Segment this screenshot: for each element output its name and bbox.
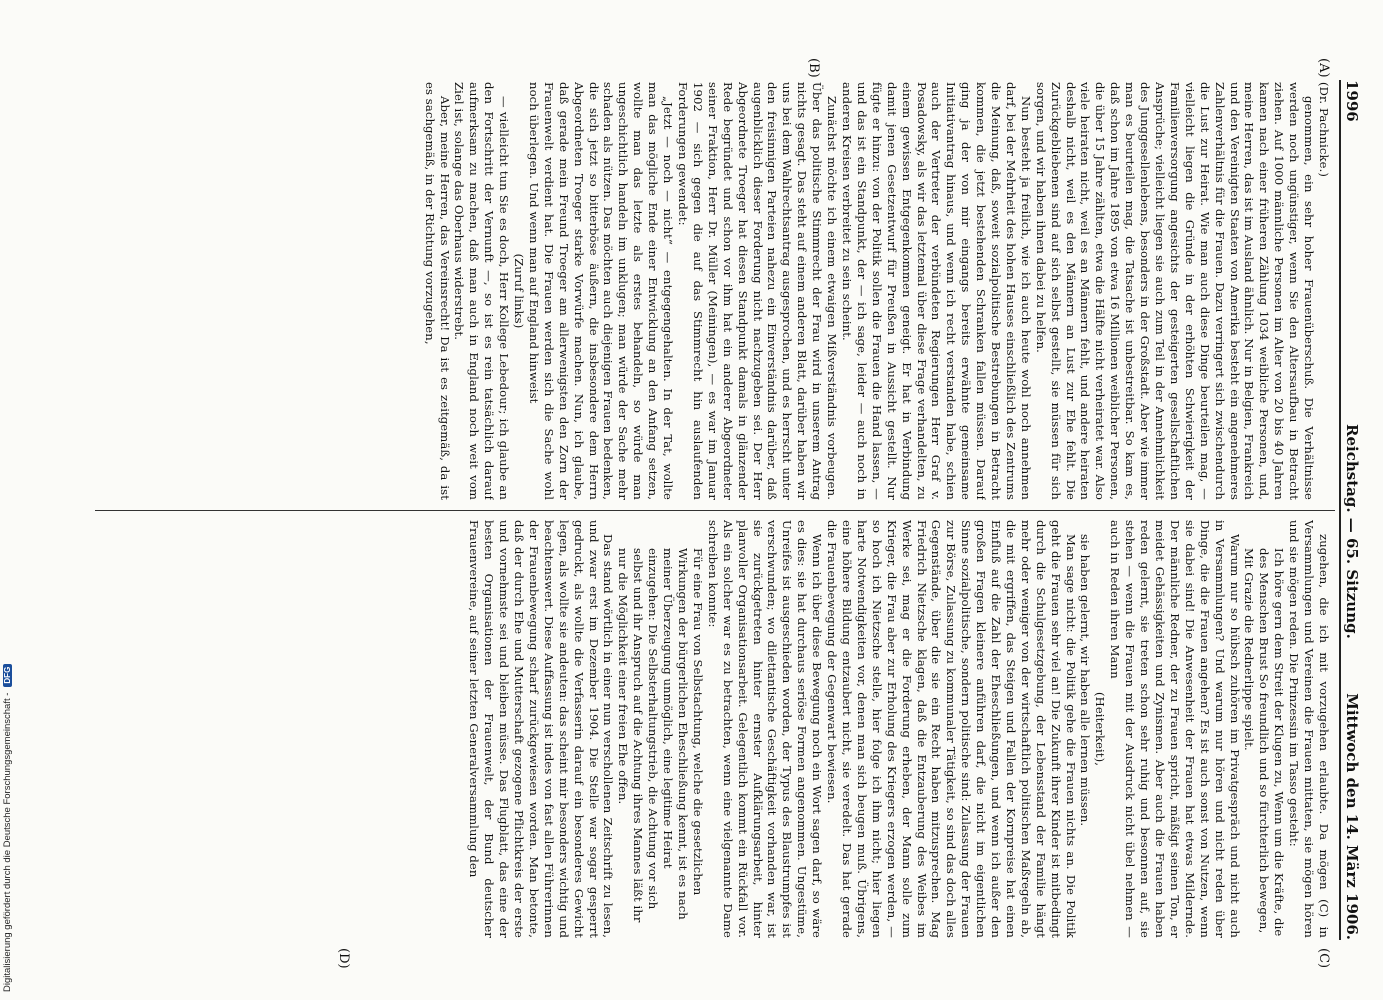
dfg-credit-text: Digitalisierung gefördert durch die Deutsche Forschungsgemeinschaft - [1,692,13,992]
speaker-name: (Dr. Pachnicke.) [1317,82,1331,177]
paragraph: „Jetzt — noch — nicht“ — entgegengehalten. In der Tat, wollte man das mögliche Ende einer Entwicklung an den Anfang setzen, wollte man das letzte als erstes behandeln, so würde man ungeschichtlich handeln im unklugen; man würde der Sache mehr schaden als nützen. Das möchten auch diejenigen Frauen bedenken, die sich jetzt so bitterböse äußern, die insbesondere dem Herrn Abgeordneten Troeger starke Vorwürfe machen. Nun, ich glaube, daß gerade mein Freund Troeger am allerwenigsten den Zorn der Frauenwelt verdient hat. Die Frauen werden sich die Sache wohl noch überlegen. Und wenn man auf England hinweist [526,82,676,500]
page-number: 1996 [1343,80,1361,122]
column-divider [95,510,1335,511]
paragraph: sie haben gelernt, wir haben alle lernen müssen. [1078,534,1093,827]
paragraph: Man sage nicht: die Politik gehe die Frauen nichts an. Die Politik geht die Frauen sehr viel an! Die Zukunft ihrer Kinder ist mitbedingt durch die Schulgesetzgebung, der Lebensstand der Familie hängt mehr oder weniger von der wirtschaftlich politischen Maßregeln ab, die mit ergriffen, das Steigen und Fallen der Kornpreise hat einen Einfluß auf die Zahl der Eheschließungen, und wenn ich außer den großen Fragen kleinere anführen darf, die nicht im eigentlichen Sinne sozialpolitische, sondern politische sind: Zulassung der Frauen zur Börse, Zulassung zu kommunaler Tätigkeit, so sind das doch alles Gegenstände, über die sie ein Recht haben mitzusprechen. Mag Friedrich Nietzsche klagen, daß die Entzauberung des Weibes im Werke sei, mag er die Forderung erheben, der Mann solle zum Krieger, die Frau aber zur Erholung des Kriegers erzogen werden, — so hoch ich Nietzsche stelle, hier folge ich ihm nicht; hier liegen harte Notwendigkeiten vor, denen man sich beugen muß. Übrigens, eine höhere Bildung entzaubert nicht, sie veredelt. Das hat gerade die Frauenbewegung der Gegenwart bewiesen. [825,520,1078,938]
margin-marker-c: (C) [1316,948,1331,969]
paragraph: — vielleicht tun Sie es doch, Herr Kollege Lebedour; ich glaube an den Fortschritt der Vernunft —, so ist es rein tatsächlich darauf aufmerksam zu machen, daß man auch in England noch weit vom Ziel ist, solange das Oberhaus widerstrebt. [452,82,512,500]
paragraph: Das stand wörtlich in einer nun verschollenen Zeitschrift zu lesen, und zwar erst im Dezember 1904. Die Stelle war sogar gesperrt gedruckt, als wollte die Verfasserin darauf ein besonderes Gewicht legen, als wollte sie andeuten: das scheint mir besonders wichtig und beachtenswert. Diese Auffassung ist indes von fast allen Führerinnen der Frauenbewegung scharf zurückgewiesen worden. Man betonte, daß der durch Ehe und Mutterschaft gezogene Pflichtkreis der erste und vornehmste sei und bleiben müsse. Das Flugblatt, das eine der besten Organisationen der Frauenwelt, der Bund deutscher Frauenvereine, auf seiner letzten Generalversammlung den [467,520,616,938]
interjection: (Heiterkeit), [1093,691,1108,767]
page-header [1339,80,1361,940]
paragraph: Aber, meine Herren, das Vereinsrecht! Da ist es zeitgemäß, da ist es sachgemäß, in der Richtung vorzugehen, [422,82,452,500]
margin-marker-a: (A) [1316,58,1331,78]
paragraph: genommen, ein sehr hoher Frauenüberschuß. Die Verhältnisse werden noch ungünstiger, wenn Sie den Altersaufbau in Betracht ziehen. Auf 1000 männliche Personen im Alter von 20 bis 40 Jahren kamen nach einer früheren Zählung 1034 weibliche Personen, und, meine Herren, das ist im Ausland ähnlich. Nur in Belgien, Frankreich und den Vereinigten Staaten von Amerika besteht ein angenehmeres Zahlenverhältnis für die Frauen. Dazu verringert sich zwischendurch die Lust zur Heirat. Wie man auch diese Dinge beurteilen mag, — vielleicht liegen die Gründe in der erhöhten Schwierigkeit der Familienversorgung angesichts der gesteigerten gesellschaftlichen Ansprüche; vielleicht liegen sie auch zum Teil in der Annehmlichkeit des Junggesellenlebens, besonders in der Großstadt. Aber wie immer man es beurteilen mag, die Tatsache ist unbestreitbar. So kam es, daß schon im Jahre 1895 von etwa 16 Millionen weiblicher Personen, die über 15 Jahre zählten, etwa die Hälfte nicht verheiratet war. Also viele heiraten nicht, weil es an Männern fehlt, und andere heiraten deshalb nicht, weil es den Männern an Lust zur Ehe fehlt. Die Zurückgebliebenen sind auf sich selbst gestellt, sie müssen für sich sorgen, und wir haben ihnen dabei zu helfen. [1033,82,1317,500]
text-column-left [101,82,1331,500]
paragraph: Nun besteht ja freilich, wie ich auch heute wohl noch annehmen darf, bei der Mehrheit des hohen Hauses einschließlich des Zentrums die Meinung, daß, soweit sozialpolitische Bestrebungen in Betracht kommen, die jetzt bestehenden Schranken fallen müssen. Darauf ging ja der von mir eingangs bereits erwähnte gemeinsame Initiativantrag hinaus, und wenn ich recht verstanden habe, schien auch der Vertreter der verbündeten Regierungen Herr Graf v. Posadowsky, als wir das letztemal über diese Frage verhandelten, zu einem gewissen Entgegenkommen geneigt. Er hat in Verbindung damit jenen Gesetzentwurf für Preußen in Aussicht gestellt. Nur fügte er hinzu: von der Politik sollen die Frauen die Hand lassen, — und das ist ein Standpunkt, der — ich sage, leider — auch noch in anderen Kreisen verbreitet zu sein scheint. [840,82,1033,500]
margin-marker-b: (B) [806,58,821,78]
paragraph: Warum nur so hübsch zuhören im Privatgespräch und nicht auch in Versammlungen? Und warum nur hören und nicht reden über Dinge, die die Frauen angehen? Es ist auch sonst von Nutzen, wenn sie dabei sind! Die Anwesenheit der Frauen hat etwas Mildernde. Der männliche Redner, der zu Frauen spricht, mäßigt seinen Ton, er meidet Gehässigkeiten und Zynismen. Aber auch die Frauen haben reden gelernt, sie treten schon sehr ruhig und besonnen auf, sie stehen — wenn die Frauen mit der Ausdruck nicht übel nehmen — auch in Reden ihren Mann [1108,520,1242,938]
footer-credit-line [0,0,14,1000]
quotation-block: Für eine Frau von Selbstachtung, welche die gesetzlichen Wirkungen der bürgerlichen Eheschließung kennt, ist es nach meiner Überzeugung unmöglich, eine legitime Heirat einzugehen: Die Selbsterhaltungstrieb, die Achtung vor sich selbst und ihr Anspruch auf die Achtung ihres Mannes läßt ihr nur die Möglichkeit einer freien Ehe offen. [616,548,705,923]
interjection: (Zuruf links) [512,253,527,329]
text-column-right [101,520,1331,938]
paragraph: Wenn ich über diese Bewegung noch ein Wort sagen darf, so wäre es dies: sie hat durchaus seriöse Formen angenommen. Ungestüme, Unreifes ist ausgeschieden worden, der Typus des Blaustrumpfes ist verschwunden; wo dilettantische Geschäftigkeit vorhanden war, ist sie zurückgetreten hinter ernster Aufklärungsarbeit, hinter planvoller Organisationsarbeit. Gelegentlich kommt ein Rückfall vor. Als ein solcher war es zu betrachten, wenn eine vielgenannte Dame schreiben konnte: [705,520,825,938]
dfg-logo: DFG [3,664,12,687]
quotation-block: Ich höre gern dem Streit der Klugen zu, Wenn um die Kräfte, die des Menschen Brust So freundlich und so fürchterlich bewegen, Mit Grazie die Rednerlippe spielt. [1242,548,1287,937]
session-date: Mittwoch den 14. März 1906. [1343,693,1361,940]
session-title: Reichstag. — 65. Sitzung. [1343,424,1361,639]
paragraph: zugehen, die ich mit vorzugehen erlaubte. Da mögen (C) in Versammlungen und Vereinen die Frauen mittaten, sie mögen hören und sie mögen reden. Die Prinzessin im Tasso gesteht: [1287,520,1331,938]
footer-strip [0,0,14,1000]
margin-marker-d: (D) [336,948,351,969]
paragraph: Zunächst möchte ich einem etwaigen Mißverständnis vorbeugen. Über das politische Stimmrecht der Frau wird in unserem Antrag nichts gesagt. Das steht auf einem anderen Blatt, darüber haben wir uns bei dem Wahlrechtsantrag ausgesprochen, und es herrscht unter den freisinnigen Parteien nahezu ein Einverständnis darüber, daß augenblicklich dieser Forderung nicht nachzugeben sei. Der Herr Abgeordnete Troeger hat diesen Standpunkt damals in glänzender Rede begründet und schon vor ihm hat ein anderer Abgeordneter seiner Fraktion, Herr Dr. Müller (Meiningen), — es war im Januar 1902 — sich gegen die auf das Stimmrecht hin auslaufenden Forderungen gewendet: [676,82,840,500]
